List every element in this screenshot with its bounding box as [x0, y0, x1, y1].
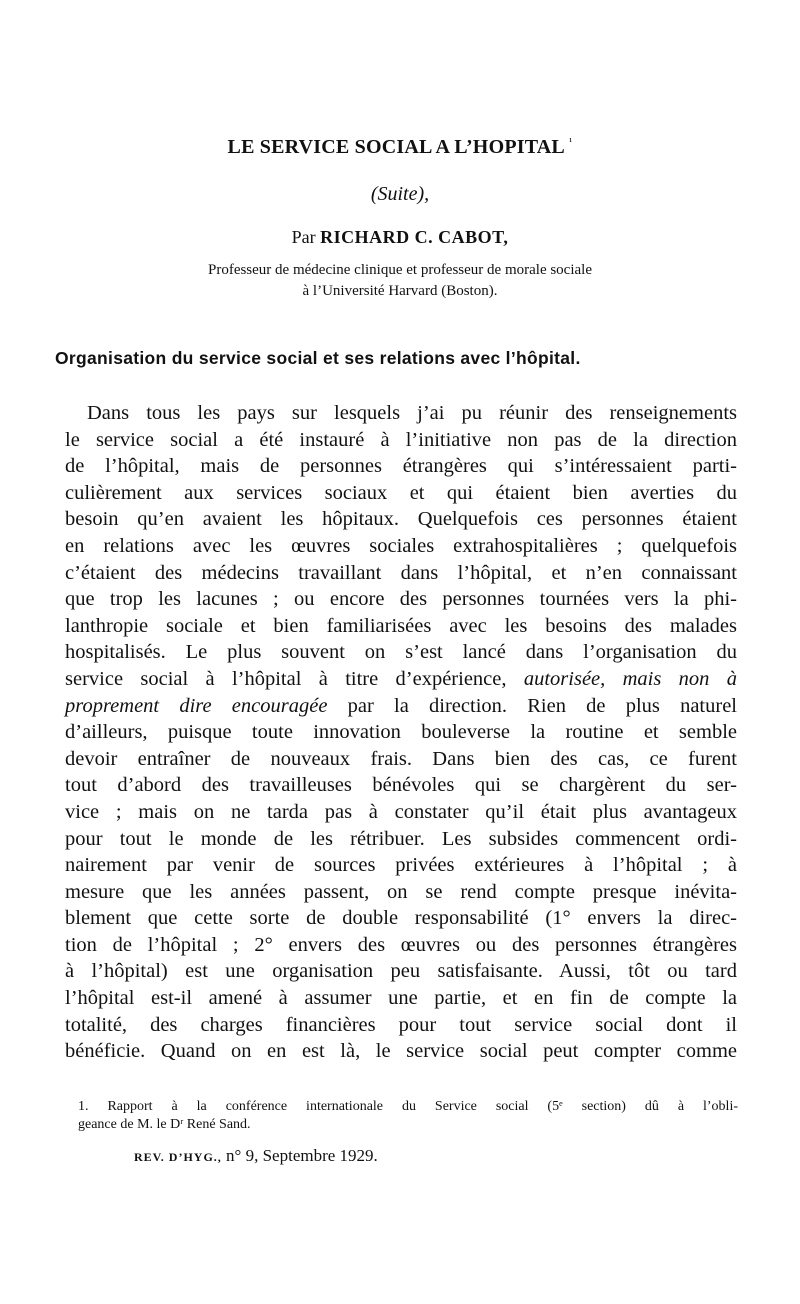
footnote-line-2: geance de M. le Dʳ René Sand. [78, 1117, 251, 1132]
footnote [78, 1098, 738, 1134]
body-line-with-italic [65, 666, 737, 693]
body-text [65, 400, 737, 1065]
body-line: à l’hôpital) est une organisation peu satisfaisante. Aussi, tôt ou tard [65, 960, 737, 983]
article-title-text: LE SERVICE SOCIAL A L’HOPITAL [227, 136, 565, 158]
footnote-line-1 [78, 1098, 738, 1116]
body-line: que trop les lacunes ; ou encore des personnes tournées vers la phi- [65, 588, 737, 611]
affiliation-line-1: Professeur de médecine clinique et professeur de morale sociale [207, 262, 592, 278]
body-line: lanthropie sociale et bien familiarisées avec les besoins des malades [65, 614, 737, 637]
body-line: le service social a été instauré à l’initiative non pas de la direction [65, 428, 737, 451]
author-affiliation [0, 260, 800, 302]
body-line-with-italic [65, 693, 737, 720]
byline [0, 227, 800, 248]
body-line: devoir entraîner de nouveaux frais. Dans bien des cas, ce furent [65, 747, 737, 770]
italic-phrase: proprement dire encouragée [65, 694, 328, 717]
journal-issue: n° 9, Septembre 1929. [226, 1146, 378, 1165]
body-line: Dans tous les pays sur lesquels j’ai pu réunir des renseignements [87, 402, 737, 424]
body-line: hospitalisés. Le plus souvent on s’est lancé dans l’organisation du [65, 641, 737, 664]
body-line: vice ; mais on ne tarda pas à constater qu’il était plus avantageux [65, 800, 737, 823]
body-line: l’hôpital est-il amené à assumer une partie, et en fin de compte la [65, 987, 737, 1010]
italic-phrase: autorisée, mais non à [523, 667, 738, 690]
body-line: tout d’abord des travailleuses bénévoles qui se chargèrent du ser- [65, 774, 737, 797]
footnote-text: Rapport à la conférence internationale du Service social (5ᵉ section) dû à l’obli- [107, 1099, 738, 1114]
body-line: en relations avec les œuvres sociales extrahospitalières ; quelquefois [65, 534, 737, 557]
article-subtitle: (Suite), [370, 183, 430, 205]
body-line: d’ailleurs, puisque toute innovation bouleverse la routine et semble [65, 721, 737, 744]
body-line: besoin qu’en avaient les hôpitaux. Quelquefois ces personnes étaient [65, 508, 737, 531]
body-line: mesure que les années passent, on se rend compte presque inévita- [65, 880, 737, 903]
author-name: RICHARD C. CABOT, [320, 227, 509, 247]
byline-prefix: Par [291, 227, 316, 247]
body-line: bénéficie. Quand on en est là, le service social peut compter comme [65, 1040, 737, 1063]
title-footnote-mark: ¹ [568, 136, 573, 149]
article-title [0, 136, 800, 159]
footnote-mark: 1. [78, 1099, 89, 1114]
body-line: nairement par venir de sources privées extérieures à l’hôpital ; à [65, 854, 737, 877]
body-line-text: service social à l’hôpital à titre d’expérience, [65, 667, 507, 690]
affiliation-line-2: à l’Université Harvard (Boston). [302, 283, 498, 299]
body-line: de l’hôpital, mais de personnes étrangères qui s’intéressaient parti- [65, 455, 737, 478]
journal-abbrev: REV. D’HYG., [134, 1150, 222, 1164]
body-line: c’étaient des médecins travaillant dans l’hôpital, et n’en connaissant [65, 561, 737, 584]
body-line: blement que cette sorte de double responsabilité (1° envers la direc- [65, 907, 737, 930]
body-line: culièrement aux services sociaux et qui étaient bien averties du [65, 481, 737, 504]
journal-reference [134, 1146, 378, 1166]
body-line: tion de l’hôpital ; 2° envers des œuvres ou des personnes étrangères [65, 933, 737, 956]
body-line: totalité, des charges financières pour tout service social dont il [65, 1013, 737, 1036]
body-line: pour tout le monde de les rétribuer. Les subsides commencent ordi- [65, 827, 737, 850]
section-heading: Organisation du service social et ses relations avec l’hôpital. [55, 348, 581, 368]
body-line-text: par la direction. Rien de plus naturel [347, 694, 737, 717]
